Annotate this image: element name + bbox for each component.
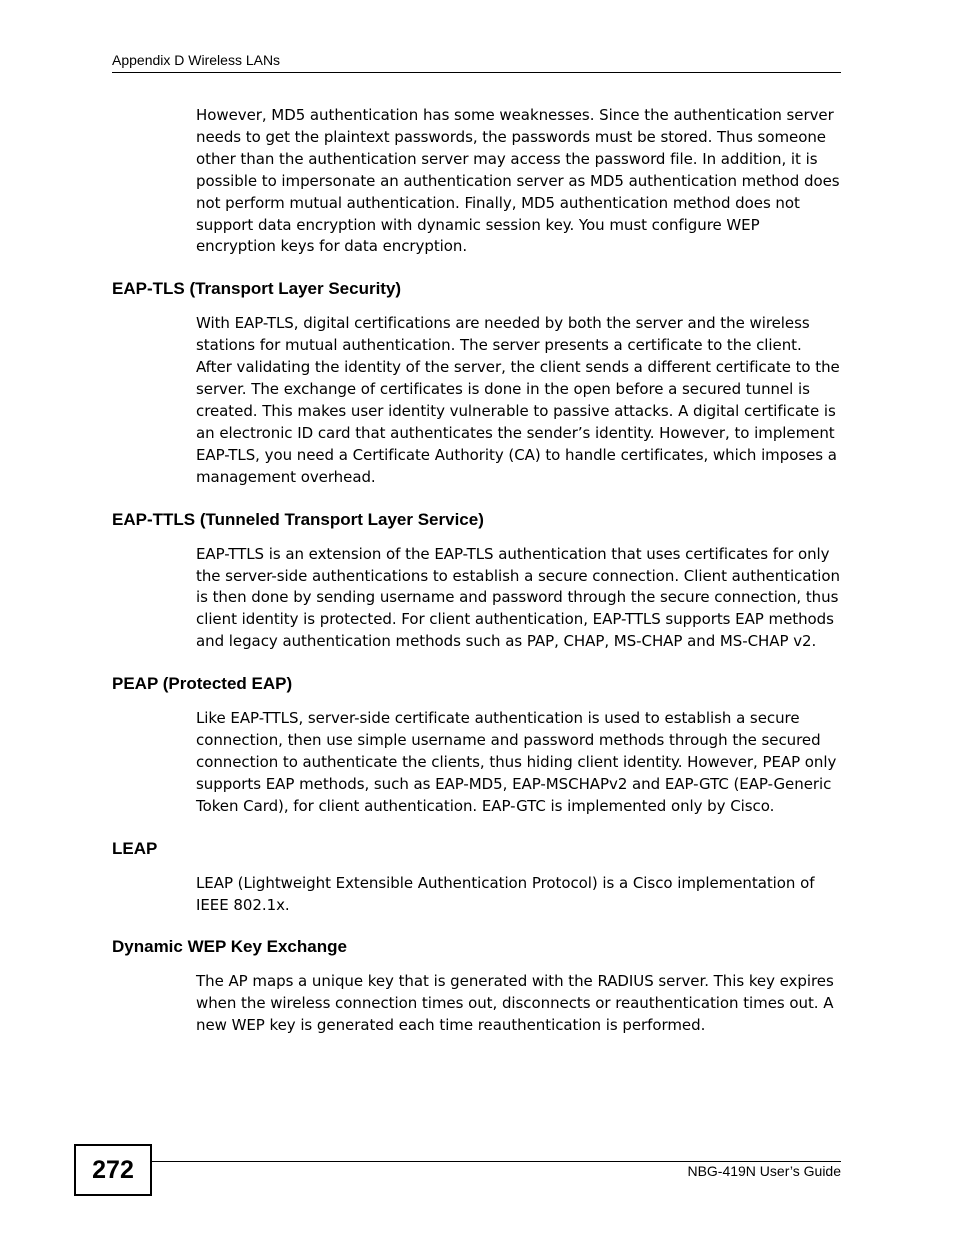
section-heading-eap-ttls: EAP-TTLS (Tunneled Transport Layer Service) bbox=[112, 509, 484, 529]
section-body-eap-ttls: EAP-TTLS is an extension of the EAP-TLS authentication that uses certificates for only the server-side authentications to establish a secure connection. Client authentication is then done by sending username and password through the secure connection, thus client identity is protected. For client authentication, EAP-TTLS supports EAP methods and legacy authentication methods such as PAP, CHAP, MS-CHAP and MS-CHAP v2. bbox=[196, 544, 840, 651]
section-body-dynamic-wep: The AP maps a unique key that is generated with the RADIUS server. This key expires when the wireless connection times out, disconnects or reauthentication times out. A new WEP key is generated each time reauthentication is performed. bbox=[196, 972, 834, 1035]
section-heading-leap: LEAP bbox=[112, 838, 158, 858]
section-body-leap: LEAP (Lightweight Extensible Authentication Protocol) is a Cisco implementation of IEEE 802.1x. bbox=[196, 873, 815, 914]
page-content bbox=[112, 105, 841, 1037]
section-body-peap: Like EAP-TTLS, server-side certificate authentication is used to establish a secure connection, then use simple username and password methods through the secured connection to authenticate the clients, thus hiding client identity. However, PEAP only supports EAP methods, such as EAP-MD5, EAP-MSCHAPv2 and EAP-GTC (EAP-Generic Token Card), for client authentication. EAP-GTC is implemented only by Cisco. bbox=[196, 709, 837, 815]
section-heading-dynamic-wep: Dynamic WEP Key Exchange bbox=[112, 937, 347, 957]
section-heading-eap-tls: EAP-TLS (Transport Layer Security) bbox=[112, 279, 402, 299]
intro-paragraph: However, MD5 authentication has some weaknesses. Since the authentication server needs to get the plaintext passwords, the passwords must be stored. Thus someone other than the authentication server may access the password file. In addition, it is possible to impersonate an authentication server as MD5 authentication method does not perform mutual authentication. Finally, MD5 authentication method does not support data encryption with dynamic session key. You must configure WEP encryption keys for data encryption. bbox=[196, 106, 840, 256]
page-number: 272 bbox=[74, 1144, 152, 1196]
running-header: Appendix D Wireless LANs bbox=[112, 52, 841, 73]
footer-guide-title: NBG-419N User’s Guide bbox=[687, 1163, 841, 1179]
section-heading-peap: PEAP (Protected EAP) bbox=[112, 674, 293, 694]
section-body-eap-tls: With EAP-TLS, digital certifications are needed by both the server and the wireless stations for mutual authentication. The server presents a certificate to the client. After validating the identity of the server, the client sends a different certificate to the server. The exchange of certificates is done in the open before a secured tunnel is created. This makes user identity vulnerable to passive attacks. A digital certificate is an electronic ID card that authenticates the sender’s identity. However, to implement EAP-TLS, you need a Certificate Authority (CA) to handle certificates, which imposes a management overhead. bbox=[196, 314, 840, 486]
